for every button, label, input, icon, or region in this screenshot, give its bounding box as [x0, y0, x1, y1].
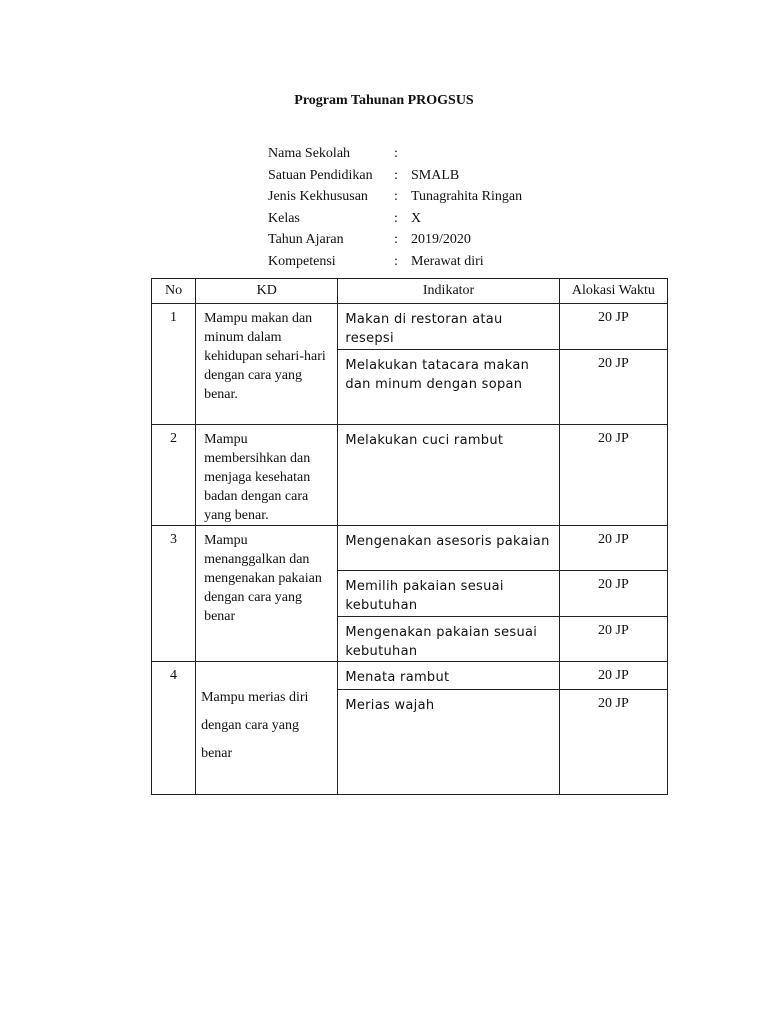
cell-indikator: Makan di restoran atau resepsi [338, 304, 559, 350]
info-colon: : [394, 189, 398, 204]
info-label: Tahun Ajaran [268, 232, 344, 247]
info-colon: : [394, 167, 398, 183]
cell-alokasi: 20 JP [559, 690, 667, 795]
cell-no: 3 [152, 526, 196, 662]
info-label: Kompetensi [268, 253, 336, 269]
info-row-nama-sekolah [268, 146, 568, 168]
cell-no: 1 [152, 304, 196, 425]
cell-indikator: Memilih pakaian sesuai kebutuhan [338, 571, 559, 617]
info-colon: : [394, 253, 398, 269]
header-alokasi-waktu: Alokasi Waktu [559, 279, 667, 304]
info-label: Kelas [268, 210, 300, 226]
info-value: X [411, 210, 422, 226]
info-colon: : [394, 146, 398, 161]
info-row-satuan-pendidikan [268, 168, 568, 190]
header-kd: KD [196, 279, 338, 304]
cell-alokasi: 20 JP [559, 662, 667, 690]
info-label: Jenis Kekhususan [268, 189, 368, 204]
table-row [152, 662, 668, 690]
info-label: Nama Sekolah [268, 146, 351, 161]
cell-alokasi: 20 JP [559, 571, 667, 617]
table-row [152, 526, 668, 571]
info-row-tahun-ajaran [268, 232, 568, 254]
school-info [268, 146, 568, 275]
cell-kd: Mampu makan dan minum dalam kehidupan sehari-hari dengan cara yang benar. [196, 304, 338, 425]
header-no: No [152, 279, 196, 304]
cell-indikator: Melakukan tatacara makan dan minum dengan sopan [338, 350, 559, 425]
cell-indikator: Merias wajah [338, 690, 559, 795]
info-value: SMALB [411, 167, 460, 183]
cell-no: 4 [152, 662, 196, 795]
cell-kd: Mampu menanggalkan dan mengenakan pakaian dengan cara yang benar [196, 526, 338, 662]
program-table [151, 278, 668, 795]
cell-no: 2 [152, 425, 196, 526]
info-row-jenis-kekhususan [268, 189, 568, 211]
info-colon: : [394, 232, 398, 247]
cell-indikator: Menata rambut [338, 662, 559, 690]
cell-kd: Mampu membersihkan dan menjaga kesehatan badan dengan cara yang benar. [196, 425, 338, 526]
info-value: 2019/2020 [411, 232, 471, 247]
info-value: Merawat diri [411, 253, 484, 269]
cell-alokasi: 20 JP [559, 425, 667, 526]
info-row-kompetensi [268, 254, 568, 276]
cell-alokasi: 20 JP [559, 617, 667, 662]
cell-alokasi: 20 JP [559, 526, 667, 571]
cell-indikator: Mengenakan asesoris pakaian [338, 526, 559, 571]
table-row [152, 425, 668, 526]
cell-kd: Mampu merias diri dengan cara yang benar [196, 662, 338, 795]
cell-alokasi: 20 JP [559, 350, 667, 425]
info-colon: : [394, 210, 398, 226]
info-label: Satuan Pendidikan [268, 167, 373, 183]
cell-indikator: Mengenakan pakaian sesuai kebutuhan [338, 617, 559, 662]
info-value: Tunagrahita Ringan [411, 189, 523, 204]
cell-alokasi: 20 JP [559, 304, 667, 350]
info-row-kelas [268, 211, 568, 233]
table-row [152, 304, 668, 350]
table-header-row [152, 279, 668, 304]
cell-indikator: Melakukan cuci rambut [338, 425, 559, 526]
document-title: Program Tahunan PROGSUS [294, 93, 474, 108]
header-indikator: Indikator [338, 279, 559, 304]
